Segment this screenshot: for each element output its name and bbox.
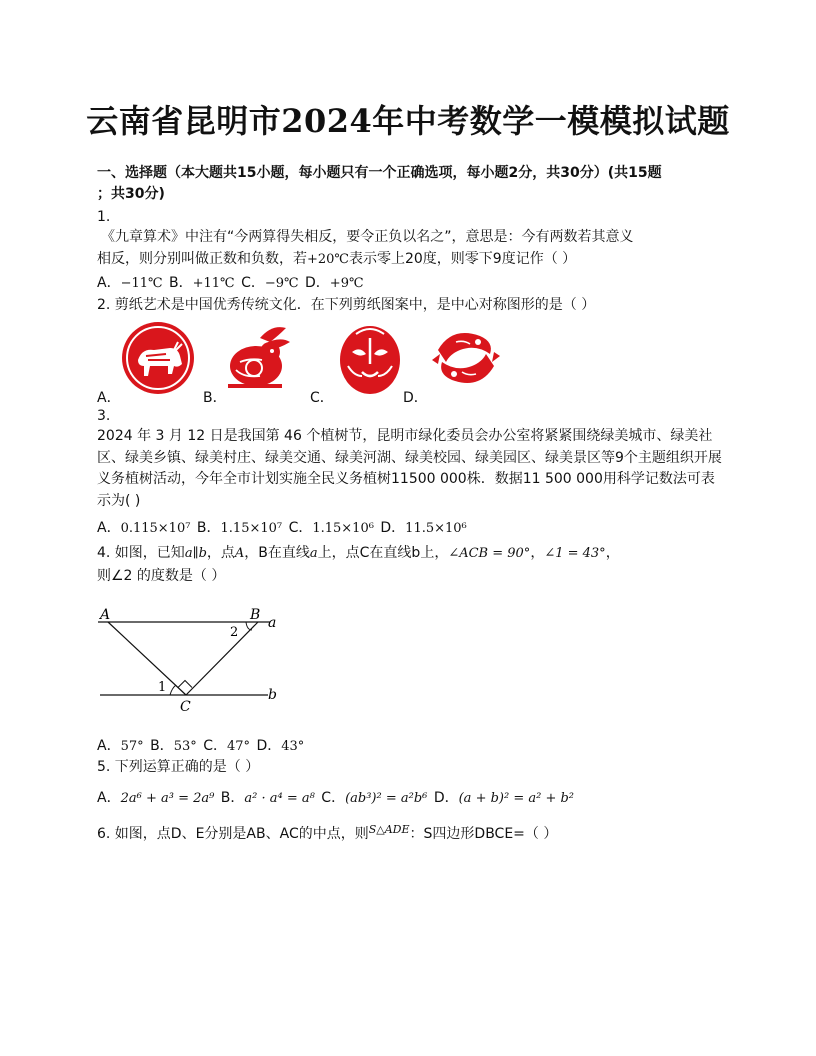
fig-label-angle-2: 2 <box>230 625 239 640</box>
q2-option-d: D． <box>403 390 428 406</box>
q5-option-a-label: A． <box>97 790 121 806</box>
q4-option-b-value: 53° <box>173 739 197 754</box>
q5-option-b-label: B． <box>220 790 245 806</box>
q4-text1b: ，点 <box>206 545 235 561</box>
q5-text: 5. 下列运算正确的是（ ） <box>97 759 260 775</box>
q5-option-b-value: a² · a⁴ = a⁸ <box>244 791 315 806</box>
page-title: 云南省昆明市2024年中考数学一模模拟试题 <box>86 102 730 140</box>
q2-text: 2. 剪纸艺术是中国优秀传统文化．在下列剪纸图案中，是中心对称图形的是（ ） <box>97 297 596 313</box>
fig-label-line-b: b <box>268 687 277 703</box>
section-heading-line2: ；共30分) <box>97 186 165 202</box>
q5-options <box>97 788 576 809</box>
q4-option-c-label: C． <box>203 738 227 754</box>
q1-option-a-value: −11℃ <box>120 276 163 291</box>
q4-text1c: ， <box>244 545 259 561</box>
fig-label-angle-1: 1 <box>158 680 167 695</box>
q6-area-ade: S△ADE <box>368 823 410 836</box>
q3-body: 2024 年 3 月 12 日是我国第 46 个植树节，昆明市绿化委员会办公室将紧紧围绕绿美城市、绿美社区、绿美乡镇、绿美村庄、绿美交通、绿美河湖、绿美校园、绿美园区、绿美景区等9个主题组织开展义务植树活动，今年全市计划实施全民义务植树11500 000株．数据11 500 000用科学记数法可表示为( ) <box>97 428 722 509</box>
q1-option-b-label: B． <box>169 275 193 291</box>
q4-option-b-label: B． <box>150 738 174 754</box>
q3-option-a-value: 0.115×10⁷ <box>120 521 191 536</box>
q3-option-d-value: 11.5×10⁶ <box>405 521 467 536</box>
q4-option-a-value: 57° <box>120 739 144 754</box>
fig-label-c-point: C <box>180 699 191 715</box>
rabbit-papercut-image <box>220 320 296 396</box>
q1-text2a: 相反，则分别叫做正数和负数，若 <box>97 251 307 267</box>
q1-options <box>97 273 366 294</box>
q4-option-c-value: 47° <box>226 739 251 754</box>
q2-option-a: A． <box>97 390 121 406</box>
q5-option-d-value: (a + b)² = a² + b² <box>458 791 575 806</box>
q4-text1d: 上，点C在直线b上， <box>317 545 449 561</box>
q3-option-b-value: 1.15×10⁷ <box>220 521 283 536</box>
q1-option-a-label: A． <box>97 275 121 291</box>
q4-angle-1: ∠1 = 43° <box>544 546 606 561</box>
q4-text-line1 <box>97 543 620 564</box>
q3-option-c-value: 1.15×10⁶ <box>312 521 374 536</box>
fig-label-a-point: A <box>100 607 111 623</box>
q4-text1f: ， <box>605 545 620 561</box>
q4-option-a-label: A． <box>97 738 121 754</box>
section-heading-line1: 一、选择题（本大题共15小题，每小题只有一个正确选项，每小题2分，共30分）(共15题 <box>97 165 662 181</box>
q4-geometry-figure <box>90 600 300 718</box>
q6-text2: ：S四边形DBCE=（ ） <box>409 826 558 842</box>
fig-label-b-point: B <box>250 607 261 623</box>
q3-options <box>97 518 469 539</box>
q4-angle-acb: ∠ACB = 90° <box>448 546 531 561</box>
ox-papercut-image <box>120 320 196 396</box>
q3-option-c-label: C． <box>288 520 313 536</box>
q3-option-a-label: A． <box>97 520 121 536</box>
q4-option-d-value: 43° <box>281 739 305 754</box>
q4-options <box>97 736 306 757</box>
q3-option-d-label: D． <box>380 520 406 536</box>
q4-text1a: 4. 如图，已知 <box>97 545 185 561</box>
q4-option-d-label: D． <box>256 738 282 754</box>
q5-option-a-value: 2a⁶ + a³ = 2a⁹ <box>120 791 215 806</box>
section-heading <box>97 163 727 205</box>
q1-text-line2 <box>97 249 576 270</box>
fish-papercut-image <box>428 320 504 396</box>
fig-label-line-a: a <box>268 615 277 631</box>
q1-plus20: +20℃ <box>307 252 349 267</box>
q4-text-line2: 则∠2 的度数是（ ） <box>97 568 226 584</box>
q1-option-b-value: +11℃ <box>192 276 235 291</box>
q4-line-a: a <box>309 546 318 561</box>
q1-option-d-value: +9℃ <box>329 276 364 291</box>
q5-option-c-value: (ab³)² = a²b⁶ <box>345 791 428 806</box>
q1-number: 1. <box>97 209 111 225</box>
q4-parallel: a∥b <box>184 546 207 561</box>
opera-mask-papercut-image <box>332 320 408 396</box>
q6-text1: 6. 如图，点D、E分别是AB、AC的中点，则 <box>97 826 369 842</box>
q6-text <box>97 820 557 844</box>
q1-option-c-label: C． <box>241 275 265 291</box>
q5-option-c-label: C． <box>321 790 346 806</box>
q1-option-c-value: −9℃ <box>264 276 299 291</box>
q1-text2b: 表示零上20度，则零下9度记作（ ） <box>348 251 577 267</box>
q3-option-b-label: B． <box>196 520 221 536</box>
q5-option-d-label: D． <box>433 790 459 806</box>
q3-number: 3. <box>97 408 111 424</box>
q1-option-d-label: D． <box>305 275 330 291</box>
q4-point-b: B在直线 <box>258 545 310 561</box>
q2-option-c: C． <box>310 390 334 406</box>
q1-text-line1: 《九章算术》中注有“今两算得失相反，要令正负以名之”，意思是：今有两数若其意义 <box>101 229 634 245</box>
q4-point-a: A <box>234 546 245 561</box>
q2-papercut-row <box>120 320 500 398</box>
q4-text1e: ， <box>530 545 545 561</box>
q2-option-b: B． <box>203 390 227 406</box>
